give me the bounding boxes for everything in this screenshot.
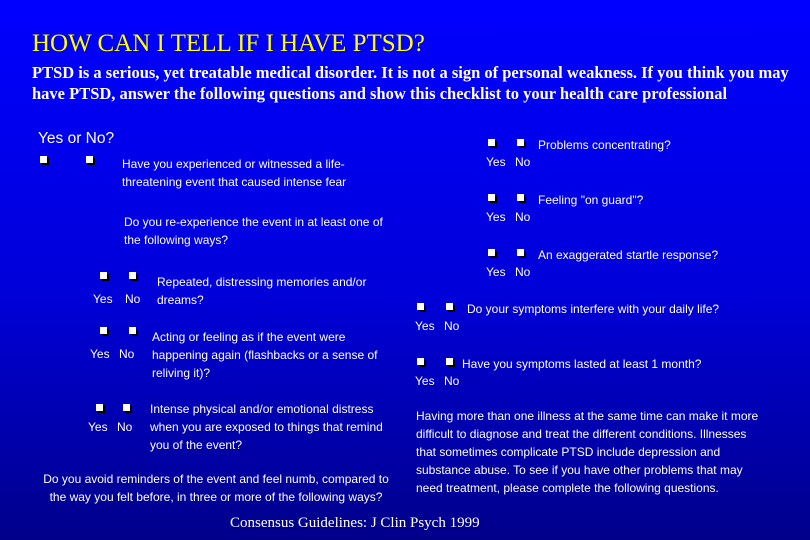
yes-label: Yes [88,420,108,434]
question-on-guard: Feeling "on guard"? [538,193,644,207]
no-label: No [515,210,531,224]
no-checkbox-duration[interactable] [446,358,453,365]
no-label: No [119,347,135,361]
question-interfere: Do your symptoms interfere with your daily life? [467,302,720,316]
page-title: HOW CAN I TELL IF I HAVE PTSD? [32,30,425,57]
yes-label: Yes [486,155,506,169]
no-label: No [515,155,531,169]
yes-label: Yes [415,374,435,388]
citation-footer: Consensus Guidelines: J Clin Psych 1999 [230,515,480,531]
no-checkbox-sub1[interactable] [129,272,136,279]
yes-label: Yes [486,210,506,224]
no-label: No [515,265,531,279]
question-duration: Have you symptoms lasted at least 1 month? [462,357,702,371]
yes-checkbox-duration[interactable] [417,358,424,365]
yes-checkbox-concentrating[interactable] [488,139,495,146]
yes-label: Yes [93,292,113,306]
no-label: No [125,292,141,306]
question-concentrating: Problems concentrating? [538,138,671,152]
comorbidity-note: Having more than one illness at the same time can make it more difficult to diagnose and treat the different conditions. Illnesses that sometimes complicate PTSD include depression and substance abuse. To see if you have other problems that may need treatment, please complete the following questions. [416,409,759,495]
intro-text: PTSD is a serious, yet treatable medical disorder. It is not a sign of personal weakness. If you think you may have PTSD, answer the following questions and show this checklist to your health care professional [32,63,789,103]
no-checkbox-sub2[interactable] [129,327,136,334]
yes-label: Yes [415,319,435,333]
question-startle: An exaggerated startle response? [538,248,719,262]
yes-checkbox-interfere[interactable] [417,303,424,310]
no-label: No [444,319,460,333]
no-checkbox-sub3[interactable] [123,404,130,411]
yes-checkbox-sub1[interactable] [100,272,107,279]
no-label: No [444,374,460,388]
no-checkbox-concentrating[interactable] [517,139,524,146]
yes-label: Yes [90,347,110,361]
no-checkbox-interfere[interactable] [446,303,453,310]
yes-or-no-heading: Yes or No? [38,130,115,147]
question-sub3: Intense physical and/or emotional distress when you are exposed to things that remind you of the event? [150,402,383,452]
question-sub2: Acting or feeling as if the event were happening again (flashbacks or a sense of reliving it)? [152,330,378,380]
no-checkbox-experienced[interactable] [86,156,93,163]
no-label: No [117,420,133,434]
question-avoid: Do you avoid reminders of the event and feel numb, compared to the way you felt before, in three or more of the following ways? [43,472,389,504]
yes-checkbox-startle[interactable] [488,249,495,256]
yes-checkbox-experienced[interactable] [40,156,47,163]
no-checkbox-on-guard[interactable] [517,194,524,201]
yes-checkbox-sub2[interactable] [100,327,107,334]
yes-checkbox-sub3[interactable] [96,404,103,411]
no-checkbox-startle[interactable] [517,249,524,256]
question-experienced: Have you experienced or witnessed a life-threatening event that caused intense fear [122,157,347,189]
yes-checkbox-on-guard[interactable] [488,194,495,201]
yes-label: Yes [486,265,506,279]
question-reexperience: Do you re-experience the event in at least one of the following ways? [124,215,383,247]
question-sub1: Repeated, distressing memories and/or dreams? [157,275,367,307]
